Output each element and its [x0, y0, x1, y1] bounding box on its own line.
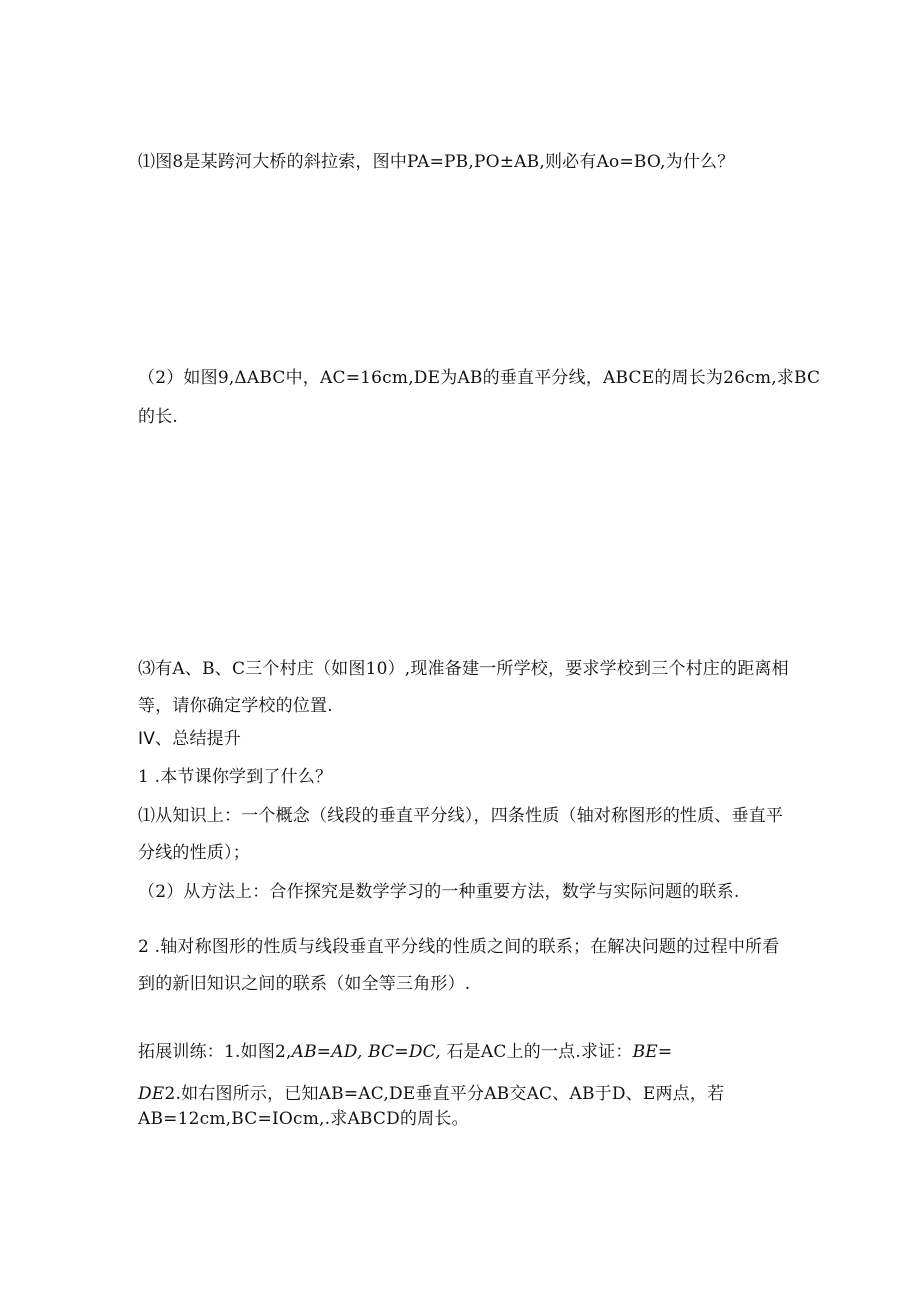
extension-problem-2: 2.如右图所示，已知AB=AC,DE垂直平分AB交AC、AB于D、E两点，若: [164, 1084, 725, 1104]
extension-prefix: 拓展训练：1.如图2,: [138, 1042, 292, 1062]
extension-line-3: AB=12cm,BC=IOcm,.求ABCD的周长。: [138, 1109, 469, 1129]
summary-heading: IV、总结提升: [138, 729, 242, 749]
extension-prove-end: DE: [138, 1084, 165, 1104]
summary-item-1b: （2）从方法上：合作探究是数学学习的一种重要方法，数学与实际问题的联系.: [138, 882, 740, 902]
question-3-text-line1: ⑶有A、B、C三个村庄（如图10）,现准备建一所学校，要求学校到三个村庄的距离相: [138, 659, 789, 679]
extension-prove-start: BE=: [632, 1042, 673, 1062]
question-2-text-line2: 的长.: [138, 407, 179, 427]
summary-item-2-line1: 2 .轴对称图形的性质与线段垂直平分线的性质之间的联系；在解决问题的过程中所看: [138, 937, 780, 957]
summary-item-1a-line1: ⑴从知识上：一个概念（线段的垂直平分线），四条性质（轴对称图形的性质、垂直平: [138, 806, 784, 826]
extension-line-1: [138, 1040, 672, 1064]
summary-item-2-line2: 到的新旧知识之间的联系（如全等三角形）.: [138, 974, 471, 994]
question-2-text-line1: （2）如图9,ΔABC中，AC=16cm,DE为AB的垂直平分线，ABCE的周长为26cm,求BC: [138, 368, 821, 388]
summary-item-1-title: 1 .本节课你学到了什么？: [138, 767, 333, 787]
question-1-text: ⑴图8是某跨河大桥的斜拉索，图中PA=PB,PO±AB,则必有Ao=BO,为什么？: [138, 152, 735, 172]
extension-mid: 石是AC上的一点.求证：: [440, 1042, 633, 1062]
extension-given: AB=AD, BC=DC,: [291, 1042, 441, 1062]
extension-line-2: [138, 1082, 724, 1106]
question-3-text-line2: 等，请你确定学校的位置.: [138, 696, 333, 716]
summary-item-1a-line2: 分线的性质）；: [138, 843, 250, 863]
